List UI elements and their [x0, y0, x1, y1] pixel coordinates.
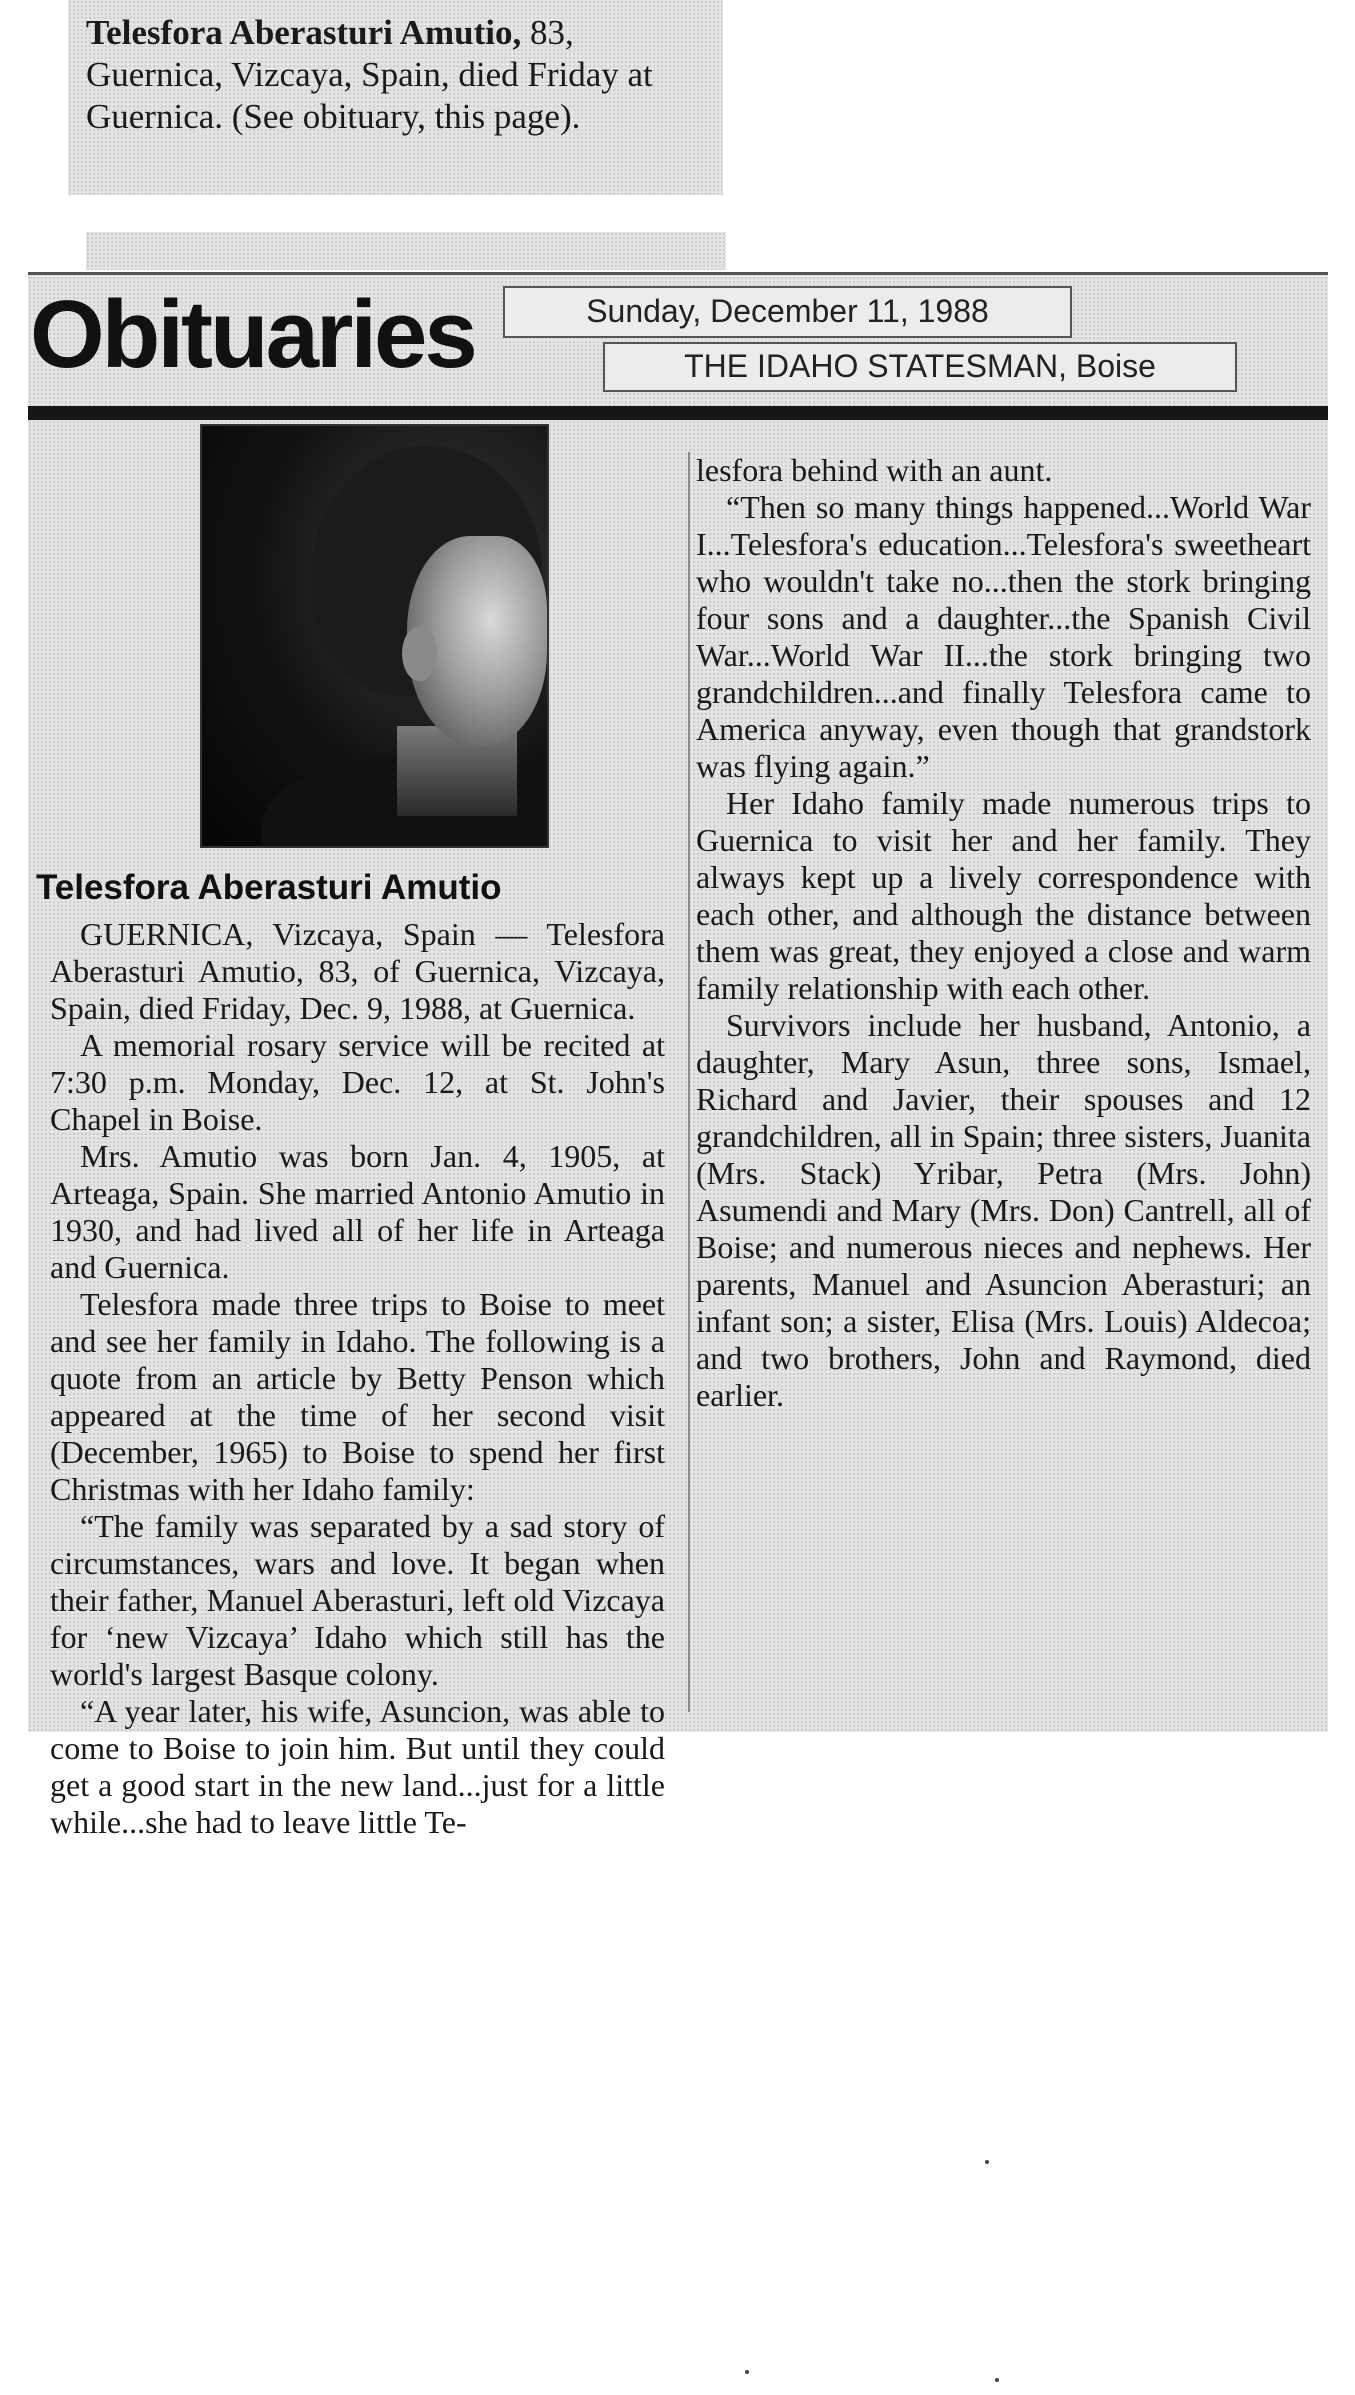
death-notice-clipping: [68, 0, 723, 195]
paragraph: Telesfora made three trips to Boise to meet and see her family in Idaho. The following is a quote from an article by Betty Penson which appeared at the time of her second visit (December, 1965) to Boise to spend her first Christmas with her Idaho family:: [50, 1286, 665, 1507]
paragraph: “Then so many things happened...World War I...Telesfora's education...Telesfora's sweetheart who wouldn't take no...then the stork bringing four sons and a daughter...the Spanish Civil War...World War II...the stork bringing two grandchildren...and finally Telesfora came to America anyway, even though that grandstork was flying again.”: [696, 489, 1311, 784]
obituary-clipping: [28, 272, 1328, 1840]
paragraph: Mrs. Amutio was born Jan. 4, 1905, at Arteaga, Spain. She married Antonio Amutio in 1930, and had lived all of her life in Arteaga and Guernica.: [50, 1138, 665, 1285]
column-divider: [688, 452, 690, 1712]
masthead-rule: [28, 406, 1328, 420]
section-title: Obituaries: [30, 281, 475, 388]
paragraph: GUERNICA, Vizcaya, Spain — Telesfora Aberasturi Amutio, 83, of Guernica, Vizcaya, Spain, died Friday, Dec. 9, 1988, at Guernica.: [50, 916, 665, 1026]
portrait-photo: [200, 424, 549, 848]
paragraph: “The family was separated by a sad story of circumstances, wars and love. It began when their father, Manuel Aberasturi, left old Vizcaya for ‘new Vizcaya’ Idaho which still has the world's largest Basque colony.: [50, 1508, 665, 1692]
paragraph-continuation: lesfora behind with an aunt.: [696, 452, 1053, 488]
clipping-strip: [86, 232, 726, 270]
speck: [745, 2370, 749, 2374]
speck: [995, 2378, 999, 2382]
notice-body: 83, Guernica, Vizcaya, Spain, died Friday at Guernica. (See obituary, this page).: [86, 13, 653, 136]
right-column: [696, 452, 1311, 1414]
paragraph: Survivors include her husband, Antonio, a daughter, Mary Asun, three sons, Ismael, Richard and Javier, their spouses and 12 grandchildren, all in Spain; three sisters, Juanita (Mrs. Stack) Yribar, Petra (Mrs. John) Asumendi and Mary (Mrs. Don) Cantrell, all of Boise; and numerous nieces and nephews. Her parents, Manuel and Asuncion Aberasturi; an infant son; a sister, Elisa (Mrs. Louis) Aldecoa; and two brothers, John and Raymond, died earlier.: [696, 1007, 1311, 1413]
left-column: [36, 424, 665, 1841]
publication-date: Sunday, December 11, 1988: [503, 286, 1072, 338]
notice-name: Telesfora Aberasturi Amutio,: [86, 13, 522, 52]
paragraph: A memorial rosary service will be recited at 7:30 p.m. Monday, Dec. 12, at St. John's Chapel in Boise.: [50, 1027, 665, 1137]
obituary-name: Telesfora Aberasturi Amutio: [36, 868, 502, 907]
paragraph: Her Idaho family made numerous trips to Guernica to visit her and her family. They always kept up a lively correspondence with each other, and although the distance between them was great, they enjoyed a close and warm family relationship with each other.: [696, 785, 1311, 1006]
paragraph: “A year later, his wife, Asuncion, was able to come to Boise to join him. But until they could get a good start in the new land...just for a little while...she had to leave little Te-: [50, 1693, 665, 1840]
newspaper-name: THE IDAHO STATESMAN, Boise: [603, 342, 1237, 392]
death-notice-text: [86, 12, 716, 138]
top-rule: [28, 272, 1328, 275]
speck: [985, 2160, 989, 2164]
